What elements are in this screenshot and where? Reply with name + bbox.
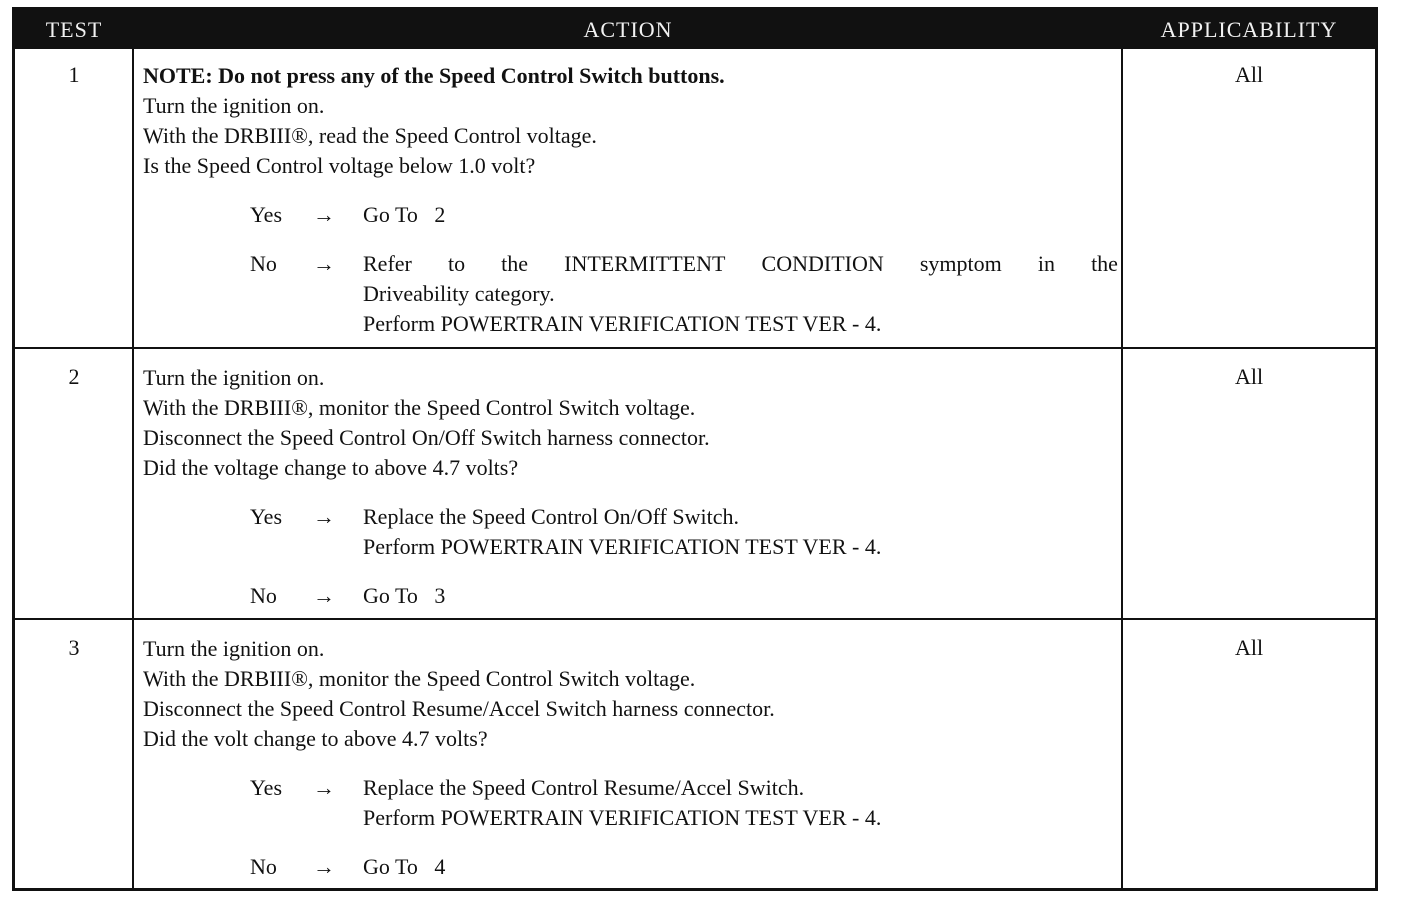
no-label: No — [250, 854, 277, 879]
yes-branch — [143, 502, 1118, 562]
word: INTERMITTENT — [564, 251, 726, 276]
no-label: No — [250, 251, 277, 276]
goto-text: Go To 2 — [363, 202, 446, 227]
no-branch — [143, 249, 1118, 339]
applicability-value: All — [1234, 62, 1264, 87]
yes-branch — [143, 200, 1118, 230]
yes-label: Yes — [250, 504, 283, 529]
no-branch — [143, 581, 1118, 611]
header-test: TEST — [15, 10, 133, 49]
result-text: Replace the Speed Control On/Off Switch. — [363, 504, 739, 529]
word: the — [1091, 251, 1118, 276]
step-text: Did the voltage change to above 4.7 volts? — [143, 455, 519, 480]
action-cell — [143, 61, 1118, 339]
header-action: ACTION — [133, 10, 1123, 49]
step-text: Turn the ignition on. — [143, 636, 325, 661]
step-text: With the DRBIII®, monitor the Speed Control Switch voltage. — [143, 395, 696, 420]
step-text: With the DRBIII®, monitor the Speed Control Switch voltage. — [143, 666, 696, 691]
step-text: Is the Speed Control voltage below 1.0 volt? — [143, 153, 536, 178]
result-text: Replace the Speed Control Resume/Accel Switch. — [363, 775, 805, 800]
word: symptom — [919, 251, 1002, 276]
step-text: Turn the ignition on. — [143, 93, 325, 118]
result-text — [363, 249, 1118, 279]
step-text: With the DRBIII®, read the Speed Control voltage. — [143, 123, 597, 148]
result-text: Perform POWERTRAIN VERIFICATION TEST VER - 4. — [363, 805, 882, 830]
word: Refer — [363, 251, 412, 276]
column-divider — [1121, 10, 1123, 888]
no-branch — [143, 852, 1118, 882]
arrow-icon: → — [313, 202, 335, 227]
arrow-icon: → — [313, 583, 335, 608]
word: CONDITION — [761, 251, 884, 276]
goto-text: Go To 3 — [363, 583, 446, 608]
arrow-icon: → — [313, 251, 335, 276]
step-text: Did the volt change to above 4.7 volts? — [143, 726, 488, 751]
goto-text: Go To 4 — [363, 854, 446, 879]
step-text: Turn the ignition on. — [143, 365, 325, 390]
yes-label: Yes — [250, 202, 283, 227]
note-text: NOTE: Do not press any of the Speed Control Switch buttons. — [143, 63, 725, 88]
word: the — [501, 251, 529, 276]
step-text: Disconnect the Speed Control On/Off Switch harness connector. — [143, 425, 710, 450]
test-number: 1 — [68, 62, 80, 87]
result-text: Driveability category. — [363, 281, 555, 306]
arrow-icon: → — [313, 504, 335, 529]
applicability-value: All — [1234, 364, 1264, 389]
test-number: 2 — [68, 364, 80, 389]
arrow-icon: → — [313, 775, 335, 800]
action-cell — [143, 634, 1118, 882]
action-cell — [143, 363, 1118, 611]
justified-line — [363, 249, 1118, 279]
row-divider — [15, 347, 1375, 349]
row-divider — [15, 618, 1375, 620]
test-number: 3 — [68, 635, 80, 660]
no-label: No — [250, 583, 277, 608]
header-applicability: APPLICABILITY — [1123, 10, 1375, 49]
yes-branch — [143, 773, 1118, 833]
yes-label: Yes — [250, 775, 283, 800]
diagnostic-test-table — [12, 7, 1378, 891]
step-text: Disconnect the Speed Control Resume/Accel Switch harness connector. — [143, 696, 775, 721]
applicability-value: All — [1234, 635, 1264, 660]
result-text: Perform POWERTRAIN VERIFICATION TEST VER - 4. — [363, 534, 882, 559]
word: in — [1037, 251, 1055, 276]
result-text: Perform POWERTRAIN VERIFICATION TEST VER - 4. — [363, 311, 882, 336]
word: to — [447, 251, 466, 276]
arrow-icon: → — [313, 854, 335, 879]
column-divider — [132, 10, 134, 888]
